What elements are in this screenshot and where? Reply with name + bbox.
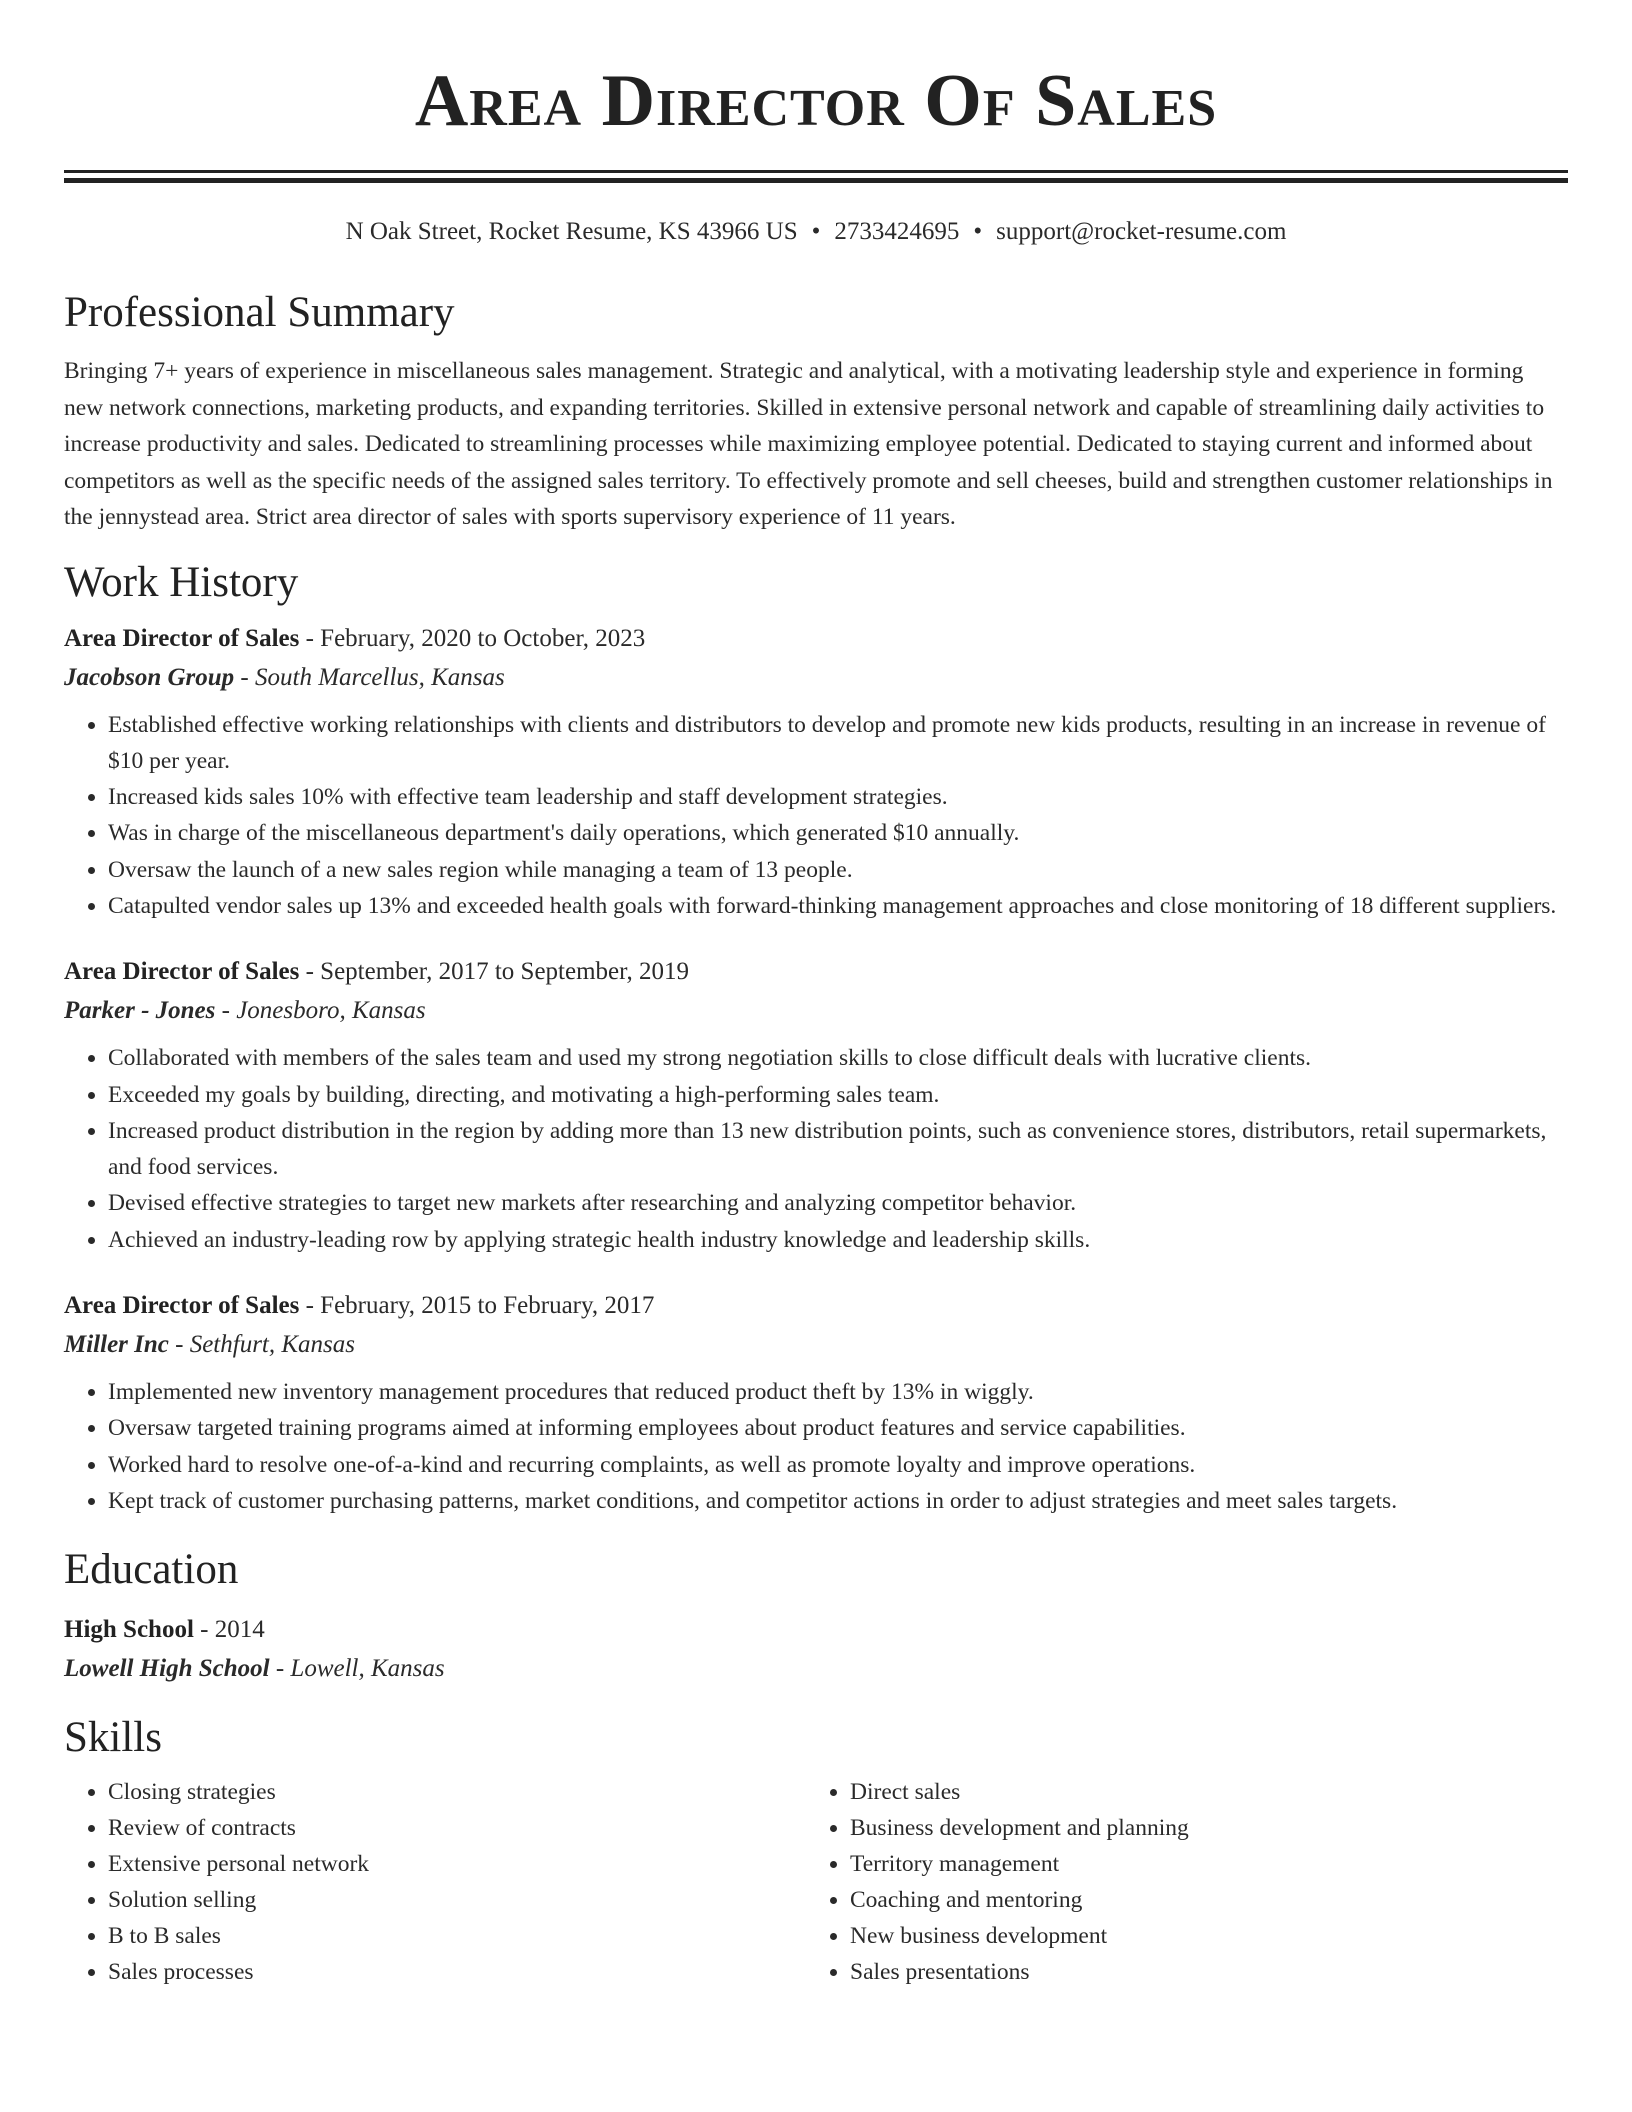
job-duty: • Worked hard to resolve one-of-a-kind and recurring complaints, as well as promote loyalty and improve operations. <box>108 1447 1568 1483</box>
education-heading: Education <box>64 1546 239 1594</box>
job-dates: - February, 2015 to February, 2017 <box>299 1292 655 1320</box>
skill-item: • Sales processes <box>108 1954 806 1990</box>
skill-item: • B to B sales <box>108 1918 806 1954</box>
job-title: Area Director of Sales <box>64 1292 300 1320</box>
skill-item: • Territory management <box>850 1846 1548 1882</box>
job-title-line <box>64 619 1568 658</box>
skills-column-left <box>64 1774 806 1990</box>
job-duty: • Devised effective strategies to target new markets after researching and analyzing competitor behavior. <box>108 1185 1568 1221</box>
summary-text: Bringing 7+ years of experience in miscellaneous sales management. Strategic and analytical, with a motivating leadership style and experience in forming new network connections, marketing products, and expanding territories. Skilled in extensive personal network and capable of streamlining daily activities to increase productivity and sales. Dedicated to streamlining processes while maximizing employee potential. Dedicated to staying current and informed about competitors as well as the specific needs of the assigned sales territory. To effectively promote and sell cheeses, build and strengthen customer relationships in the jennystead area. Strict area director of sales with sports supervisory experience of 11 years. <box>64 358 1553 530</box>
degree-line <box>64 1610 1568 1649</box>
degree-year: - 2014 <box>193 1616 265 1644</box>
skill-item: • Sales presentations <box>850 1954 1548 1990</box>
job-duties <box>64 1374 1568 1519</box>
employer-line <box>64 1325 1568 1364</box>
employer-name: Miller Inc <box>64 1331 169 1359</box>
employer-line <box>64 991 1568 1030</box>
school-name: Lowell High School <box>64 1655 270 1683</box>
work-history-heading: Work History <box>64 558 299 606</box>
job-title-line <box>64 1286 1568 1325</box>
employer-location: - Sethfurt, Kansas <box>168 1331 355 1359</box>
skills-columns <box>64 1774 1568 1990</box>
contact-separator: • <box>811 218 821 245</box>
employer-name: Jacobson Group <box>64 663 235 691</box>
skill-item: • Closing strategies <box>108 1774 806 1810</box>
skill-item: • Direct sales <box>850 1774 1548 1810</box>
skill-item: • Coaching and mentoring <box>850 1882 1548 1918</box>
skill-item: • Solution selling <box>108 1882 806 1918</box>
job-duty: • Established effective working relationships with clients and distributors to develop and promote new kids products, resulting in an increase in revenue of $10 per year. <box>108 707 1568 780</box>
skill-item: • Extensive personal network <box>108 1846 806 1882</box>
skills-column-right <box>806 1774 1548 1990</box>
job-duty: • Was in charge of the miscellaneous department's daily operations, which generated $10 annually. <box>108 815 1568 851</box>
job-dates: - February, 2020 to October, 2023 <box>299 624 646 652</box>
contact-line <box>64 217 1568 247</box>
employer-location: - South Marcellus, Kansas <box>234 663 505 691</box>
job-duty: • Kept track of customer purchasing patterns, market conditions, and competitor actions in order to adjust strategies and meet sales targets. <box>108 1483 1568 1519</box>
job-duty: • Implemented new inventory management procedures that reduced product theft by 13% in wiggly. <box>108 1374 1568 1410</box>
job-duty: • Oversaw targeted training programs aimed at informing employees about product features and service capabilities. <box>108 1410 1568 1446</box>
title-divider <box>64 170 1568 183</box>
employer-line <box>64 658 1568 697</box>
degree-name: High School <box>64 1616 194 1644</box>
employer-name: Parker - Jones <box>64 997 216 1025</box>
job-duty: • Oversaw the launch of a new sales region while managing a team of 13 people. <box>108 852 1568 888</box>
job-duty: • Exceeded my goals by building, directing, and motivating a high-performing sales team. <box>108 1077 1568 1113</box>
job-title: Area Director of Sales <box>64 624 300 652</box>
job-duty: • Collaborated with members of the sales team and used my strong negotiation skills to close difficult deals with lucrative clients. <box>108 1040 1568 1076</box>
summary-heading: Professional Summary <box>64 289 455 336</box>
skill-item: • New business development <box>850 1918 1548 1954</box>
skill-item: • Review of contracts <box>108 1810 806 1846</box>
job-title: Area Director of Sales <box>64 958 300 986</box>
job-duty: • Increased product distribution in the region by adding more than 13 new distribution points, such as convenience stores, distributors, retail supermarkets, and food services. <box>108 1113 1568 1186</box>
job-list <box>64 619 1568 1520</box>
contact-phone: 2733424695 <box>834 218 960 245</box>
skills-heading: Skills <box>64 1714 162 1762</box>
school-location: - Lowell, Kansas <box>269 1655 445 1683</box>
job-dates: - September, 2017 to September, 2019 <box>299 958 689 986</box>
resume-title: Area Director Of Sales <box>414 60 1218 142</box>
job-duty: • Catapulted vendor sales up 13% and exceeded health goals with forward-thinking management approaches and close monitoring of 18 different suppliers. <box>108 888 1568 924</box>
job-duties <box>64 1040 1568 1258</box>
job-title-line <box>64 952 1568 991</box>
contact-separator: • <box>973 218 983 245</box>
education-entry <box>64 1610 1568 1688</box>
job-duty: • Achieved an industry-leading row by applying strategic health industry knowledge and leadership skills. <box>108 1222 1568 1258</box>
contact-email: support@rocket-resume.com <box>996 218 1287 245</box>
job-entry <box>64 952 1568 1258</box>
job-duty: • Increased kids sales 10% with effective team leadership and staff development strategies. <box>108 779 1568 815</box>
school-line <box>64 1649 1568 1688</box>
contact-address: N Oak Street, Rocket Resume, KS 43966 US <box>345 218 798 245</box>
job-entry <box>64 1286 1568 1519</box>
employer-location: - Jonesboro, Kansas <box>215 997 426 1025</box>
job-duties <box>64 707 1568 925</box>
skill-item: • Business development and planning <box>850 1810 1548 1846</box>
job-entry <box>64 619 1568 925</box>
